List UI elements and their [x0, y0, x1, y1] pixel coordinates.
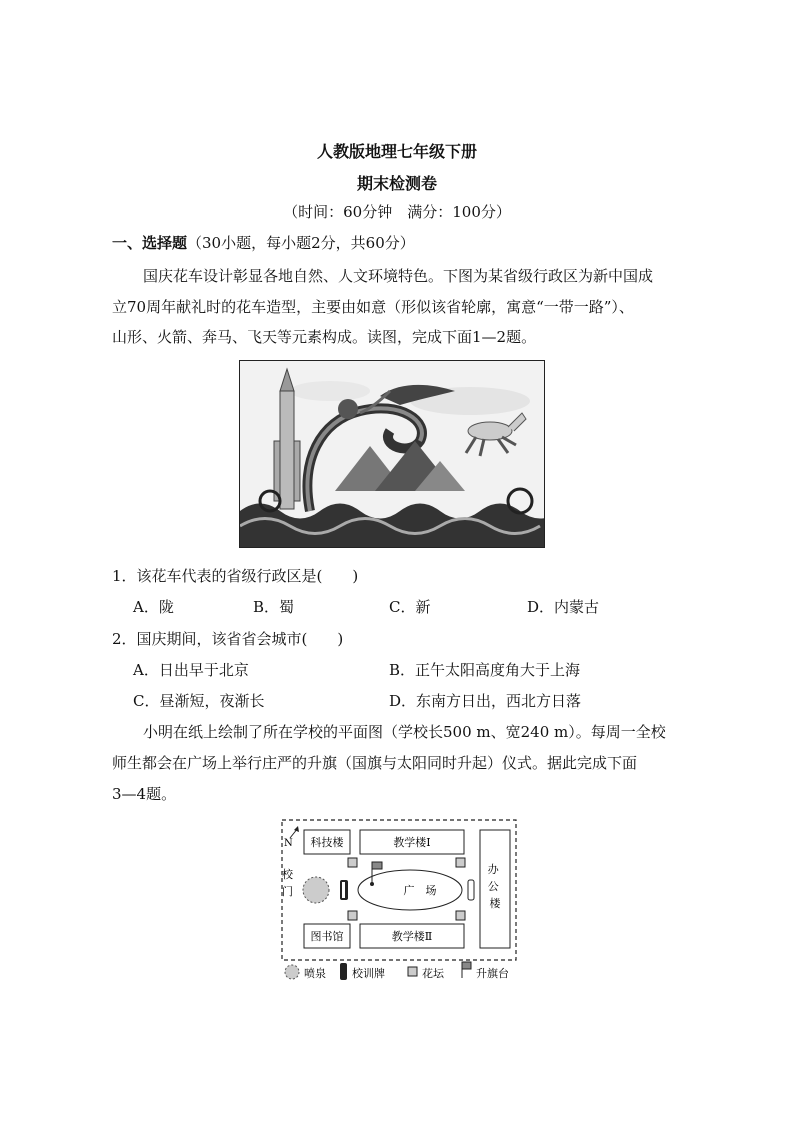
q1-option-c: C．新 [389, 598, 431, 616]
school-map-svg [280, 818, 520, 985]
intro1-line-2: 立70周年献礼时的花车造型，主要由如意（形似该省轮廓，寓意“一带一路”）、 [112, 298, 634, 316]
q1-option-d: D．内蒙古 [527, 598, 600, 616]
intro1-line-1: 国庆花车设计彰显各地自然、人文环境特色。下图为某省级行政区为新中国成 [143, 267, 654, 285]
q2-stem: 2．国庆期间，该省省会城市( ) [112, 630, 344, 648]
legend-motto-icon [340, 963, 347, 980]
legend [285, 962, 509, 980]
exam-meta: （时间：60分钟 满分：100分） [283, 203, 511, 221]
legend-flag-icon [462, 962, 471, 978]
section-heading-label: 一、选择题 [112, 234, 188, 252]
flower-bed [348, 858, 357, 867]
keji-label: 科技楼 [310, 836, 344, 849]
office-label-char-3: 楼 [489, 897, 501, 910]
float-illustration [240, 361, 545, 548]
office-label-char-1: 办 [487, 863, 499, 876]
q2-option-d: D．东南方日出，西北方日落 [389, 692, 582, 710]
office-label-char-2: 公 [487, 880, 499, 893]
legend-fountain: 喷泉 [304, 967, 326, 980]
square-label: 广 场 [403, 884, 437, 897]
flower-bed [456, 911, 465, 920]
section-heading-note: （30小题，每小题2分，共60分） [187, 234, 415, 252]
office-marker [468, 880, 474, 900]
page-subtitle: 期末检测卷 [356, 174, 437, 193]
q1-option-a: A．陇 [133, 598, 174, 616]
school-map [280, 818, 520, 985]
q1-option-b: B．蜀 [253, 598, 295, 616]
intro2-line-2: 师生都会在广场上举行庄严的升旗（国旗与太阳同时升起）仪式。据此完成下面 [112, 754, 638, 772]
legend-flag: 升旗台 [476, 967, 509, 980]
intro2-line-3: 3—4题。 [112, 785, 177, 803]
q2-option-a: A．日出早于北京 [133, 661, 249, 679]
section-heading [112, 232, 415, 253]
q2-option-c: C．昼渐短，夜渐长 [133, 692, 265, 710]
library-label: 图书馆 [310, 930, 344, 943]
north-arrow-icon [290, 826, 299, 838]
float-photo [239, 360, 545, 548]
fountain [303, 877, 329, 903]
office-label [488, 862, 503, 910]
gate-label-char-1: 校 [282, 868, 293, 881]
gate-label-char-2: 门 [282, 885, 293, 898]
q2-option-b: B．正午太阳高度角大于上海 [389, 661, 581, 679]
intro2-line-1: 小明在纸上绘制了所在学校的平面图（学校长500 m、宽240 m）。每周一全校 [143, 723, 666, 741]
motto-board-highlight [342, 882, 345, 898]
intro1-line-3: 山形、火箭、奔马、飞天等元素构成。读图，完成下面1—2题。 [112, 328, 537, 346]
page-title: 人教版地理七年级下册 [316, 142, 477, 161]
jiaoxue2-label: 教学楼Ⅱ [391, 930, 433, 943]
legend-flowerbed: 花坛 [422, 967, 444, 980]
north-label: N [284, 838, 293, 849]
gate-label [282, 867, 297, 898]
legend-flowerbed-icon [408, 967, 417, 976]
flower-bed [348, 911, 357, 920]
jiaoxue1-label: 教学楼Ⅰ [393, 836, 431, 849]
legend-fountain-icon [285, 965, 299, 979]
q1-stem: 1．该花车代表的省级行政区是( ) [112, 567, 359, 585]
flower-bed [456, 858, 465, 867]
legend-motto: 校训牌 [352, 967, 385, 980]
